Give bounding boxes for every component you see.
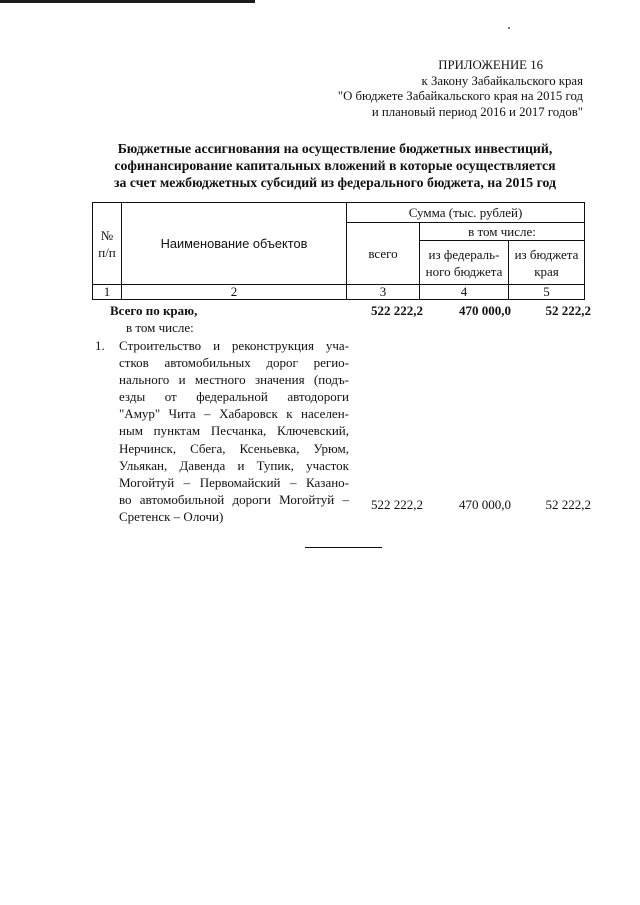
total-row-sublabel: в том числе: — [126, 320, 194, 335]
header-regional-line-1: из бюджета — [514, 246, 579, 262]
total-row-regional: 52 222,2 — [545, 303, 591, 318]
title-line-3: за счет межбюджетных субсидий из федерального бюджета, на 2015 год — [113, 175, 557, 190]
column-number: 4 — [420, 285, 509, 300]
header-regional-line-2: края — [534, 263, 559, 279]
object-name-line: Могойтуй – Первомайский – Казано- — [119, 474, 349, 490]
header-federal-line-2: ного бюджета — [425, 263, 503, 279]
header-federal — [420, 241, 509, 285]
row-regional: 52 222,2 — [545, 497, 591, 512]
title-line-2: софинансирование капитальных вложений в которые осуществляется — [114, 158, 556, 173]
row-federal: 470 000,0 — [459, 497, 511, 512]
appendix-law: к Закону Забайкальского края — [421, 73, 583, 88]
object-name-line: Нерчинск, Сбега, Ксеньевка, Урюм, — [119, 440, 349, 456]
object-name-line: езды от федеральной автодороги — [119, 389, 349, 405]
appendix-number: ПРИЛОЖЕНИЕ 16 — [438, 58, 543, 72]
row-number: 1. — [95, 338, 105, 353]
column-number-row — [93, 285, 585, 300]
document-title — [90, 140, 580, 191]
total-row-label: Всего по краю, — [110, 303, 198, 318]
header-total: всего — [347, 223, 420, 285]
row-object-name — [119, 337, 349, 525]
closing-rule — [305, 547, 382, 548]
header-including: в том числе: — [420, 223, 585, 241]
header-number — [93, 203, 122, 285]
object-name-line: нального и местного значения (подъ- — [119, 372, 349, 388]
scan-edge-mark — [0, 0, 255, 3]
scan-speck — [508, 27, 510, 29]
header-number-abbr: п/п — [98, 244, 116, 260]
object-name-line: во автомобильной дороги Могойтуй – — [119, 491, 349, 507]
appendix-law-period: и плановый период 2016 и 2017 годов" — [371, 104, 583, 119]
header-object-name: Наименование объектов — [122, 203, 347, 285]
column-number: 5 — [509, 285, 585, 300]
row-total: 522 222,2 — [371, 497, 423, 512]
header-regional — [509, 241, 585, 285]
appendix-law-title: "О бюджете Забайкальского края на 2015 год — [337, 89, 583, 103]
column-number: 3 — [347, 285, 420, 300]
object-name-line: ным пунктам Песчанка, Ключевский, — [119, 423, 349, 439]
appendix-header — [300, 58, 583, 120]
header-number-sign: № — [100, 227, 114, 243]
total-row-federal: 470 000,0 — [459, 303, 511, 318]
object-name-line: Сретенск – Олочи) — [119, 508, 224, 524]
column-number: 2 — [122, 285, 347, 300]
header-sum: Сумма (тыс. рублей) — [347, 203, 585, 223]
total-row-total: 522 222,2 — [371, 303, 423, 318]
object-name-line: "Амур" Чита – Хабаровск к населен- — [119, 406, 349, 422]
object-name-line: стков автомобильных дорог регио- — [119, 355, 349, 371]
object-name-line: Строительство и реконструкция уча- — [119, 338, 349, 353]
column-number: 1 — [93, 285, 122, 300]
title-line-1: Бюджетные ассигнования на осуществление бюджетных инвестиций, — [117, 141, 553, 156]
object-name-line: Ульякан, Давенда и Тупик, участок — [119, 457, 349, 473]
budget-table-header — [92, 202, 585, 300]
header-federal-line-1: из федераль- — [428, 246, 500, 262]
